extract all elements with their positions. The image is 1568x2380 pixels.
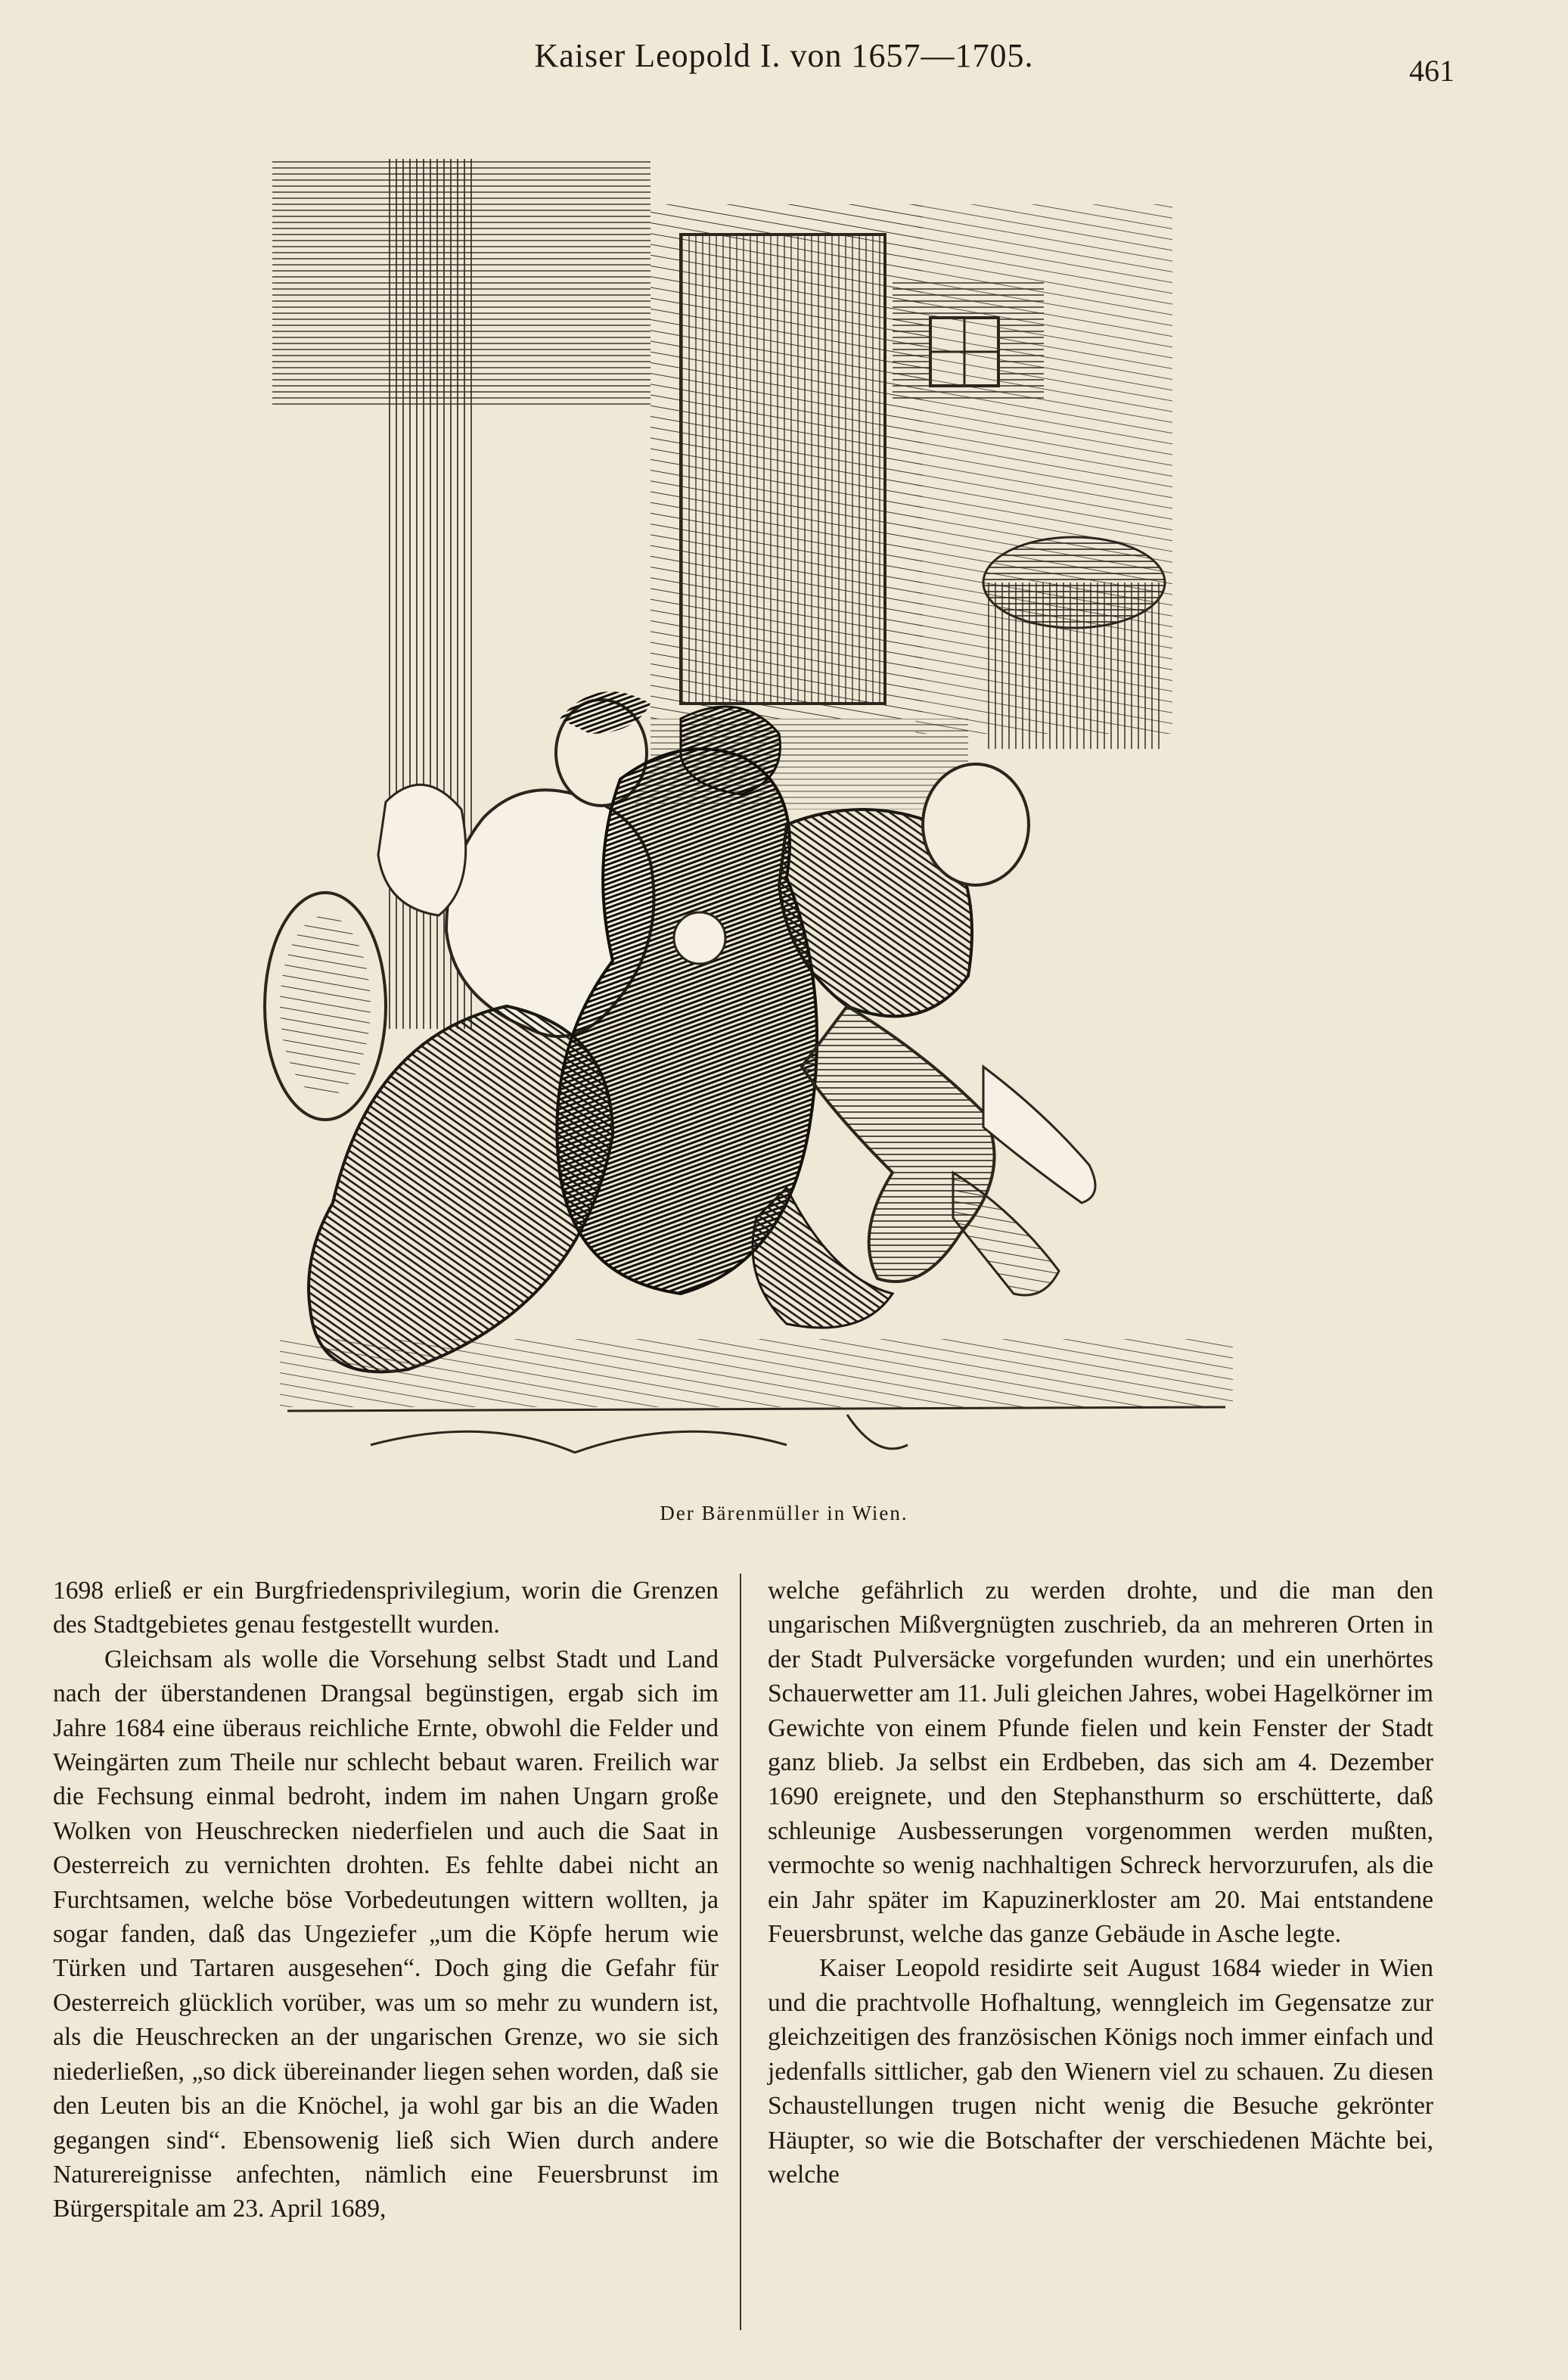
engraving-illustration [257, 159, 1256, 1490]
paragraph: welche gefährlich zu werden drohte, und die man den ungarischen Mißvergnügten zuschrieb, da an mehreren Orten in der Stadt Pulversäcke vorgefunden wurden; und ein unerhörtes Schauerwetter am 11. Juli gleichen Jahres, wobei Hagelkörner im Gewichte von einem Pfunde fielen und kein Fenster der Stadt ganz blieb. Ja selbst ein Erdbeben, das sich am 4. Dezember 1690 ereignete, und den Stephansthurm so erschütterte, daß schleunige Ausbesserungen vorgenommen werden mußten, vermochte so wenig nachhaltigen Schreck hervorzurufen, als die ein Jahr später im Kapuzinerkloster am 20. Mai entstandene Feuersbrunst, welche das ganze Gebäude in Asche legte. [768, 1577, 1433, 1949]
paragraph: Gleichsam als wolle die Vorsehung selbst Stadt und Land nach der überstandenen Drangsal begünstigen, ergab sich im Jahre 1684 eine überaus reichliche Ernte, obwohl die Felder und Weingärten zum Theile nur schlecht bebaut waren. Freilich war die Fechsung einmal bedroht, indem im nahen Ungarn große Wolken von Heuschrecken niederfielen und auch die Saat in Oesterreich zu vernichten drohten. Es fehlte dabei nicht an Furchtsamen, welche böse Vorbedeutungen wittern wollten, ja sogar fanden, daß das Ungeziefer „um die Köpfe herum wie Türken und Tartaren ausgesehen“. Doch ging die Gefahr für Oesterreich glücklich vorüber, was um so mehr zu wundern ist, als die Heuschrecken an der ungarischen Grenze, wo sie sich niederließen, „so dick übereinander liegen sehen worden, daß sie den Leuten bis an die Knöchel, ja wohl gar bis an die Waden gegangen sind“. Ebensowenig ließ sich Wien durch andere Naturereignisse anfechten, nämlich eine Feuersbrunst im Bürgerspitale am 23. April 1689, [53, 1645, 719, 2223]
page-number: 461 [1409, 54, 1455, 88]
right-column [768, 1574, 1433, 2192]
paragraph: 1698 erließ er ein Burgfriedensprivilegium, worin die Grenzen des Stadtgebietes genau festgestellt wurden. [53, 1577, 719, 1639]
running-title: Kaiser Leopold I. von 1657—1705. [534, 37, 1034, 74]
running-head [0, 30, 1568, 88]
paragraph: Kaiser Leopold residirte seit August 1684 wieder in Wien und die prachtvolle Hofhaltung, wenngleich im Gegensatze zur gleichzeitigen des französischen Königs noch immer einfach und jedenfalls sittlicher, gab den Wienern viel zu schauen. Zu diesen Schaustellungen trugen nicht wenig die Besuche gekrönter Häupter, so wie die Botschafter der verschiedenen Mächte bei, welche [768, 1954, 1433, 2189]
column-divider [740, 1574, 741, 2330]
left-column [53, 1574, 719, 2226]
text-columns [53, 1574, 1460, 2330]
illustration-caption: Der Bärenmüller in Wien. [660, 1502, 908, 1524]
